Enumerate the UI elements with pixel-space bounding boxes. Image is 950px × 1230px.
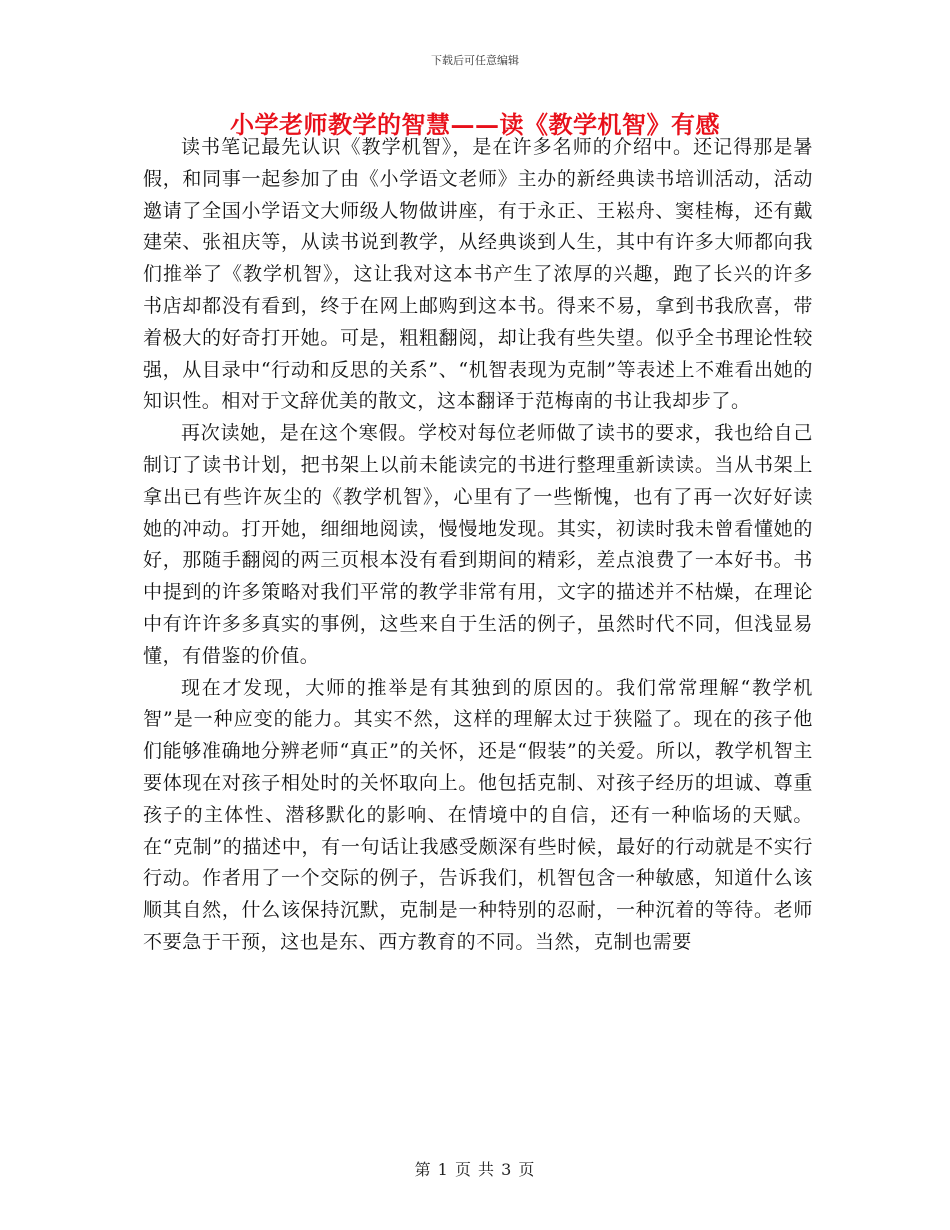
paragraph: 读书笔记最先认识《教学机智》，是在许多名师的介绍中。还记得那是暑假，和同事一起参加了由《小学语文老师》主办的新经典读书培训活动，活动邀请了全国小学语文大师级人物做讲座，有于永正、王崧舟、窦桂梅，还有戴建荣、张祖庆等，从读书说到教学，从经典谈到人生，其中有许多大师都向我们推举了《教学机智》，这让我对这本书产生了浓厚的兴趣，跑了长兴的许多书店却都没有看到，终于在网上邮购到这本书。得来不易，拿到书我欣喜，带着极大的好奇打开她。可是，粗粗翻阅，却让我有些失望。似乎全书理论性较强，从目录中“行动和反思的关系”、“机智表现为克制”等表述上不难看出她的知识性。相对于文辞优美的散文，这本翻译于范梅南的书让我却步了。 (143, 136, 813, 413)
paragraph: 现在才发现，大师的推举是有其独到的原因的。我们常常理解“教学机智”是一种应变的能力。其实不然，这样的理解太过于狭隘了。现在的孩子他们能够准确地分辨老师“真正”的关怀，还是“假装”的关爱。所以，教学机智主要体现在对孩子相处时的关怀取向上。他包括克制、对孩子经历的坦诚、尊重孩子的主体性、潜移默化的影响、在情境中的自信，还有一种临场的天赋。在“克制”的描述中，有一句话让我感受颇深有些时候，最好的行动就是不实行行动。作者用了一个交际的例子，告诉我们，机智包含一种敏感，知道什么该顺其自然，什么该保持沉默，克制是一种特别的忍耐，一种沉着的等待。老师不要急于干预，这也是东、西方教育的不同。当然，克制也需要 (143, 676, 813, 953)
page-number-footer: 第 1 页 共 3 页 (414, 1160, 536, 1179)
page-header-note: 下载后可任意编辑 (431, 54, 519, 67)
document-body (143, 132, 813, 959)
paragraph: 再次读她，是在这个寒假。学校对每位老师做了读书的要求，我也给自己制订了读书计划，把书架上以前未能读完的书进行整理重新读读。当从书架上拿出已有些许灰尘的《教学机智》，心里有了一些惭愧，也有了再一次好好读她的冲动。打开她，细细地阅读，慢慢地发现。其实，初读时我未曾看懂她的好，那随手翻阅的两三页根本没有看到期间的精彩，差点浪费了一本好书。书中提到的许多策略对我们平常的教学非常有用，文字的描述并不枯燥，在理论中有许许多多真实的事例，这些来自于生活的例子，虽然时代不同，但浅显易懂，有借鉴的价值。 (143, 422, 813, 667)
document-title: 小学老师教学的智慧——读《教学机智》有感 (230, 110, 720, 139)
